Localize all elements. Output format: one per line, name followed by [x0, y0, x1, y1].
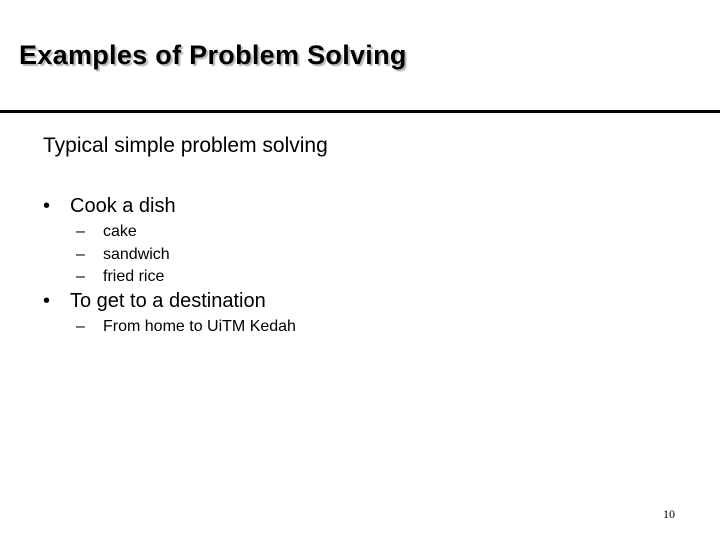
sub-bullet-item: [76, 318, 296, 336]
bullet-marker: •: [43, 290, 51, 312]
bullet-item: [43, 290, 266, 313]
sub-bullet-item: [76, 223, 137, 241]
sub-bullet-text: cake: [103, 223, 137, 240]
slide-subtitle: Typical simple problem solving: [43, 134, 328, 157]
bullet-text: Cook a dish: [70, 195, 176, 217]
sub-bullet-marker: –: [76, 318, 85, 335]
sub-bullet-marker: –: [76, 223, 85, 240]
sub-bullet-marker: –: [76, 246, 85, 263]
bullet-item: [43, 195, 176, 218]
title-divider: [0, 110, 720, 113]
sub-bullet-item: [76, 268, 164, 286]
bullet-marker: •: [43, 195, 51, 217]
page-number: 10: [663, 507, 675, 521]
sub-bullet-text: From home to UiTM Kedah: [103, 318, 296, 335]
sub-bullet-text: sandwich: [103, 246, 170, 263]
sub-bullet-item: [76, 246, 170, 264]
slide-title: Examples of Problem Solving: [19, 40, 407, 70]
sub-bullet-marker: –: [76, 268, 85, 285]
bullet-text: To get to a destination: [70, 290, 266, 312]
sub-bullet-text: fried rice: [103, 268, 165, 285]
